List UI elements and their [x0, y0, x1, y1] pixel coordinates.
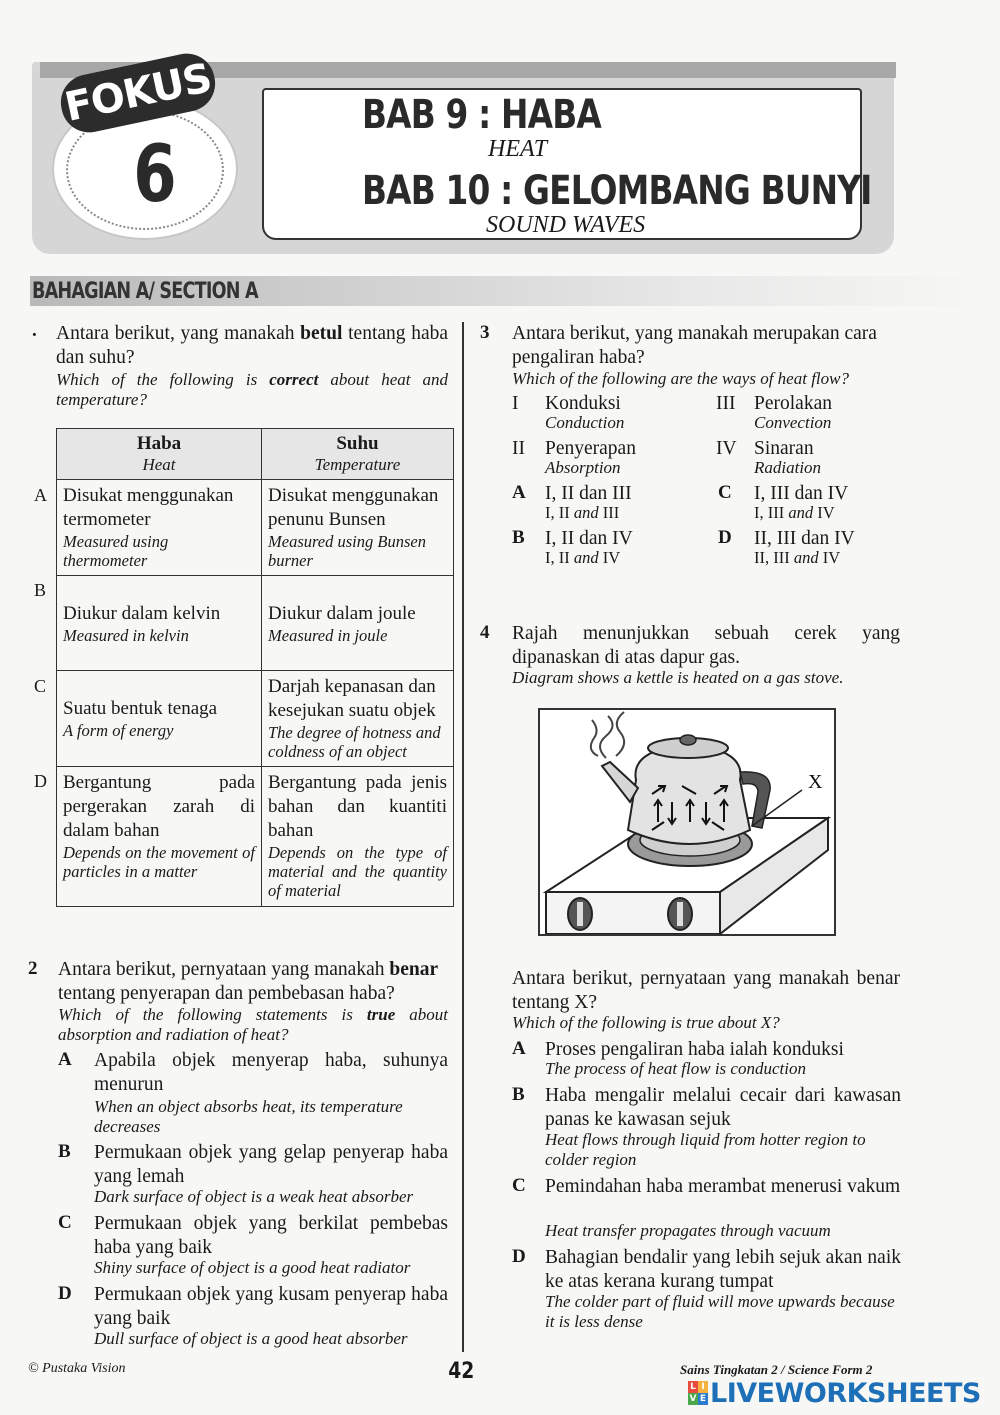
q4-option-a-letter[interactable]: A [512, 1038, 526, 1059]
q2-text-ms-bold: benar [389, 959, 439, 980]
q3-item-4-ms: Sinaran [754, 438, 814, 459]
q3-item-4-numeral: IV [716, 438, 737, 459]
q1-text-en-bold: correct [269, 370, 319, 389]
kettle-diagram [538, 708, 836, 936]
q3-item-2-ms: Penyerapan [545, 438, 636, 459]
row-b-heat-ms: Diukur dalam kelvin [63, 602, 221, 624]
q2-option-d-en: Dull surface of object is a good heat absorber [94, 1329, 408, 1348]
q3-option-a-letter[interactable]: A [512, 482, 526, 503]
publisher-credit: © Pustaka Vision [28, 1361, 126, 1376]
q3-item-1-ms: Konduksi [545, 393, 621, 414]
table-header-row [57, 429, 454, 480]
focus-badge-number: 6 [133, 130, 177, 220]
q3-option-b-en-part2: IV [602, 548, 621, 567]
question-4-prompt-ms: Antara berikut, pernyataan yang manakah benar tentang X? [512, 968, 900, 1013]
focus-badge-word: FOKUS [60, 55, 216, 131]
logo-badge-letter: V [689, 1394, 697, 1404]
chapter-9-english: HEAT [488, 136, 548, 162]
row-d-heat-ms: Bergantung pada pergerakan zarah di dalam bahan [63, 772, 255, 841]
question-3-text-ms: Antara berikut, yang manakah merupakan cara pengaliran haba? [512, 323, 877, 368]
row-a-label[interactable]: A [34, 485, 47, 505]
chapter-10-english: SOUND WAVES [486, 212, 646, 238]
q3-option-d-en-part2: IV [822, 548, 841, 567]
diagram-label-x: X [808, 771, 823, 793]
kettle-body [628, 744, 750, 844]
question-1-text-en [56, 370, 448, 410]
row-a-temp-ms: Disukat menggunakan penunu Bunsen [268, 485, 439, 530]
logo-badge-letter: I [698, 1381, 708, 1393]
q2-option-c-letter[interactable]: C [58, 1212, 72, 1233]
table-row[interactable] [57, 671, 454, 767]
q3-item-3-ms: Perolakan [754, 393, 832, 414]
q3-item-3-en: Convection [754, 413, 832, 432]
question-4-text-ms: Rajah menunjukkan sebuah cerek yang dipanaskan di atas dapur gas. [512, 623, 900, 668]
table-row[interactable] [57, 480, 454, 576]
q3-option-d-en-and: and [793, 548, 819, 567]
column-header-heat-en: Heat [142, 455, 176, 474]
q3-option-d-ms[interactable]: II, III dan IV [754, 528, 855, 549]
stove-knob-right-grip [677, 902, 683, 926]
row-b-heat-en: Measured in kelvin [63, 625, 189, 645]
q3-option-b-ms[interactable]: I, II dan IV [545, 528, 633, 549]
question-2-text-en [58, 1005, 448, 1045]
q2-text-ms-part2: tentang penyerapan dan pembebasan haba? [58, 983, 395, 1004]
q3-option-b-en-part1: I, II [545, 548, 570, 567]
q3-option-b-letter[interactable]: B [512, 527, 525, 548]
row-c-temp-ms: Darjah kepanasan dan kesejukan suatu objek [268, 676, 436, 721]
q1-text-ms-bold: betul [300, 323, 343, 344]
row-d-temp-ms: Bergantung pada jenis bahan dan kuantiti bahan [268, 772, 447, 841]
q1-text-en-part2: about heat and temperature? [56, 370, 449, 409]
q2-option-d-letter[interactable]: D [58, 1283, 72, 1304]
page-number: 42 [448, 1359, 475, 1384]
q2-option-c-en: Shiny surface of object is a good heat radiator [94, 1258, 411, 1277]
liveworksheets-logo-icon [688, 1381, 708, 1405]
q4-option-c-ms[interactable]: Pemindahan haba merambat menerusi vakum [545, 1176, 901, 1197]
q2-option-a-ms[interactable]: Apabila objek menyerap haba, suhunya menurun [94, 1050, 448, 1095]
q2-text-en-bold: true [366, 1005, 396, 1024]
q3-option-c-en-part2: IV [817, 503, 835, 522]
column-header-temperature-ms: Suhu [336, 433, 379, 454]
question-3-number: 3 [480, 322, 490, 343]
row-c-temp-en: The degree of hotness and coldness of an object [268, 723, 441, 761]
q3-option-d-letter[interactable]: D [718, 527, 732, 548]
q4-option-c-letter[interactable]: C [512, 1175, 526, 1196]
logo-badge-letter: E [699, 1394, 707, 1404]
q2-option-a-letter[interactable]: A [58, 1049, 72, 1070]
row-d-label[interactable]: D [34, 771, 47, 791]
q3-item-3-numeral: III [716, 393, 736, 414]
q2-option-b-ms[interactable]: Permukaan objek yang gelap penyerap haba yang lemah [94, 1142, 448, 1187]
q3-option-c-en-and: and [788, 503, 814, 522]
kettle-on-stove-illustration [540, 710, 834, 934]
question-4-number: 4 [480, 622, 490, 643]
steam-icon [591, 720, 598, 756]
q2-option-d-ms[interactable]: Permukaan objek yang kusam penyerap haba yang baik [94, 1284, 448, 1329]
question-1-table [56, 428, 454, 907]
steam-icon [616, 712, 624, 756]
q3-option-a-en-part1: I, II [545, 503, 570, 522]
q2-text-en-part1: Which of the following statements is [58, 1005, 353, 1024]
q3-item-2-numeral: II [512, 438, 525, 459]
q3-option-d-en-part1: II, III [754, 548, 790, 567]
q3-option-b-en [545, 548, 620, 568]
q2-option-b-en: Dark surface of object is a weak heat absorber [94, 1187, 414, 1206]
liveworksheets-logo-text: LIVEWORKSHEETS [710, 1377, 981, 1409]
row-a-temp-en: Measured using Bunsen burner [268, 532, 426, 570]
q1-text-ms-part2: tentang haba dan suhu? [56, 323, 449, 368]
column-header-temperature [262, 429, 454, 480]
row-c-heat-ms: Suatu bentuk tenaga [63, 698, 218, 719]
kettle-lid-knob [680, 735, 696, 745]
row-c-label[interactable]: C [34, 676, 47, 696]
question-1-text-ms [56, 322, 448, 370]
table-row[interactable] [57, 576, 454, 671]
q3-option-a-en [545, 503, 619, 523]
q3-item-4-en: Radiation [754, 458, 822, 477]
question-4-prompt-en: Which of the following is true about X? [512, 1013, 780, 1032]
q4-option-a-ms[interactable]: Proses pengaliran haba ialah konduksi [545, 1039, 844, 1060]
q3-option-a-en-and: and [573, 503, 599, 522]
q4-option-a-en: The process of heat flow is conduction [545, 1059, 806, 1078]
question-4-text-en: Diagram shows a kettle is heated on a gas stove. [512, 668, 844, 687]
q4-option-b-ms[interactable]: Haba mengalir melalui cecair dari kawasan panas ke kawasan sejuk [545, 1085, 901, 1130]
column-header-temperature-en: Temperature [314, 455, 401, 474]
row-d-temp-cell [262, 767, 454, 907]
logo-badge-letter: L [688, 1381, 698, 1393]
chapter-10-title: BAB 10 : GELOMBANG BUNYI [362, 168, 872, 214]
q4-option-b-letter[interactable]: B [512, 1084, 525, 1105]
column-header-heat [57, 429, 262, 480]
row-d-heat-en: Depends on the movement of particles in a matter [63, 843, 255, 881]
q4-option-b-en: Heat flows through liquid from hotter region to colder region [545, 1130, 866, 1169]
q3-option-b-en-and: and [573, 548, 599, 567]
q4-option-d-letter[interactable]: D [512, 1246, 526, 1267]
question-1-number: . [32, 320, 37, 341]
q4-option-d-en: The colder part of fluid will move upwards because it is less dense [545, 1292, 895, 1331]
question-2-text-ms [58, 958, 448, 1006]
book-title: Sains Tingkatan 2 / Science Form 2 [680, 1362, 873, 1377]
q3-option-a-ms[interactable]: I, II dan III [545, 483, 632, 504]
q3-option-c-en [754, 503, 835, 523]
q3-option-d-en [754, 548, 840, 568]
row-c-heat-cell [57, 671, 262, 767]
steam-icon [600, 716, 613, 758]
row-b-heat-cell [57, 576, 262, 671]
q2-text-ms-part1: Antara berikut, pernyataan yang manakah [58, 959, 385, 980]
row-a-heat-ms: Disukat menggunakan termometer [63, 485, 234, 530]
q4-option-c-en: Heat transfer propagates through vacuum [545, 1221, 831, 1240]
kettle-spout [602, 762, 638, 802]
row-b-temp-ms: Diukur dalam joule [268, 602, 416, 624]
q3-option-c-ms[interactable]: I, III dan IV [754, 483, 849, 504]
q3-option-c-letter[interactable]: C [718, 482, 732, 503]
q2-text-en-part2: about absorption and radiation of heat? [58, 1005, 449, 1044]
row-b-temp-en: Measured in joule [268, 625, 388, 645]
chapter-9-title: BAB 9 : HABA [362, 92, 601, 138]
q2-option-a-en: When an object absorbs heat, its temperature decreases [94, 1097, 403, 1136]
question-2-number: 2 [28, 958, 38, 979]
row-d-heat-cell [57, 767, 262, 907]
row-d-temp-en: Depends on the type of material and the quantity of material [268, 843, 447, 900]
question-3-text-en: Which of the following are the ways of heat flow? [512, 369, 849, 388]
row-a-temp-cell [262, 480, 454, 576]
stove-knob-left-grip [577, 902, 583, 926]
q3-item-1-en: Conduction [545, 413, 625, 432]
row-c-temp-cell [262, 671, 454, 767]
liveworksheets-logo[interactable] [688, 1376, 994, 1410]
q2-option-c-ms[interactable]: Permukaan objek yang berkilat pembebas haba yang baik [94, 1213, 448, 1258]
q3-option-a-en-part2: III [602, 503, 620, 522]
q3-item-1-numeral: I [512, 393, 519, 414]
row-a-heat-en: Measured using thermometer [63, 532, 169, 570]
column-divider [462, 322, 464, 1352]
table-row[interactable] [57, 767, 454, 907]
row-c-heat-en: A form of energy [63, 721, 174, 740]
column-header-heat-ms: Haba [136, 433, 182, 454]
q1-text-ms-part1: Antara berikut, yang manakah [56, 323, 295, 344]
q3-item-2-en: Absorption [545, 458, 621, 477]
row-b-label[interactable]: B [34, 580, 47, 600]
row-b-temp-cell [262, 576, 454, 671]
q3-option-c-en-part1: I, III [754, 503, 785, 522]
q4-option-d-ms[interactable]: Bahagian bendalir yang lebih sejuk akan naik ke atas kerana kurang tumpat [545, 1247, 901, 1292]
q1-text-en-part1: Which of the following is [56, 370, 258, 389]
section-label: BAHAGIAN A/ SECTION A [32, 279, 258, 304]
row-a-heat-cell [57, 480, 262, 576]
q2-option-b-letter[interactable]: B [58, 1141, 71, 1162]
